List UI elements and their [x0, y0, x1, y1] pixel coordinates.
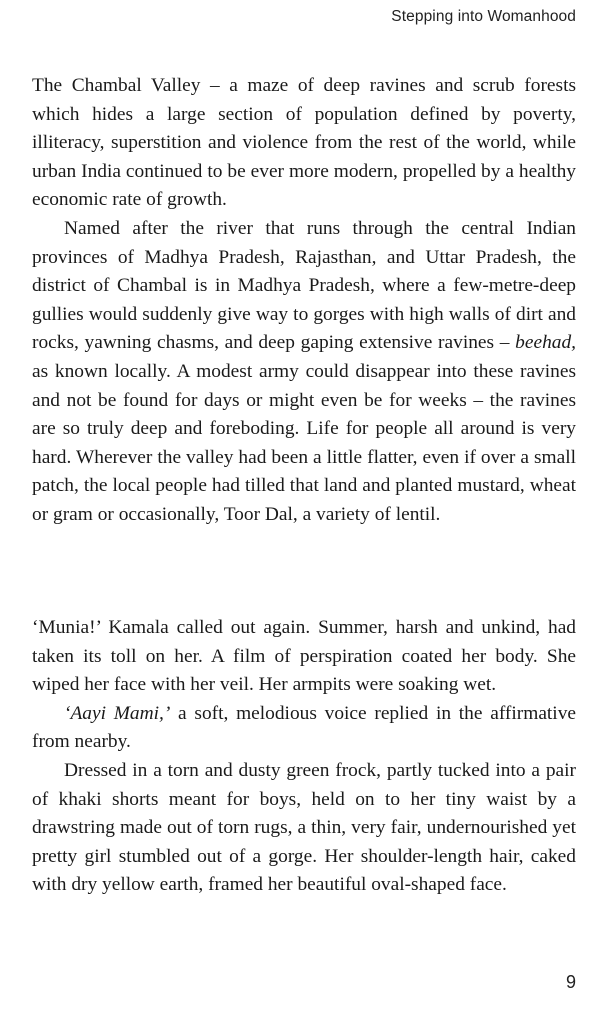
italic-term: beehad, — [515, 332, 576, 354]
section-one — [32, 72, 576, 530]
paragraph — [32, 700, 576, 757]
page-number: 9 — [565, 972, 576, 992]
paragraph-text: as known locally. A modest army could disappear into these ravines and not be found for days or might even be for weeks – the ravines are so truly deep and foreboding. Life for people all around is very hard. Wherever the valley had been a little flatter, even if over a small patch, the local people had tilled that land and planted mustard, wheat or gram or occasionally, Toor Dal, a variety of lentil. — [32, 360, 576, 525]
paragraph: Dressed in a torn and dusty green frock, partly tucked into a pair of khaki shorts meant for boys, held on to her tiny waist by a drawstring made out of torn rugs, a thin, very fair, undernourished yet pretty girl stumbled out of a gorge. Her shoulder-length hair, caked with dry yellow earth, framed her beautiful oval-shaped face. — [32, 759, 576, 896]
paragraph: ‘Munia!’ Kamala called out again. Summer, harsh and unkind, had taken its toll on her. A film of perspiration coated her body. She wiped her face with her veil. Her armpits were soaking wet. — [32, 617, 576, 696]
running-head-title: Stepping into Womanhood — [391, 8, 576, 25]
paragraph — [32, 215, 576, 530]
paragraph: The Chambal Valley – a maze of deep ravines and scrub forests which hides a large section of population defined by poverty, illiteracy, superstition and violence from the rest of the world, while urban India continued to be ever more modern, propelled by a healthy economic rate of growth. — [32, 75, 576, 211]
section-two — [32, 614, 576, 900]
paragraph-text: Named after the river that runs through the central Indian provinces of Madhya Pradesh, Rajasthan, and Uttar Pradesh, the district of Chambal is in Madhya Pradesh, where a few-metre-deep gullies would suddenly give way to gorges with high walls of dirt and rocks, yawning chasms, and deep gaping extensive ravines – — [32, 217, 576, 354]
italic-dialogue: ‘Aayi Mami,’ — [64, 702, 171, 724]
paragraph-text: a soft, melodious voice replied in the affirmative from nearby. — [32, 702, 576, 753]
